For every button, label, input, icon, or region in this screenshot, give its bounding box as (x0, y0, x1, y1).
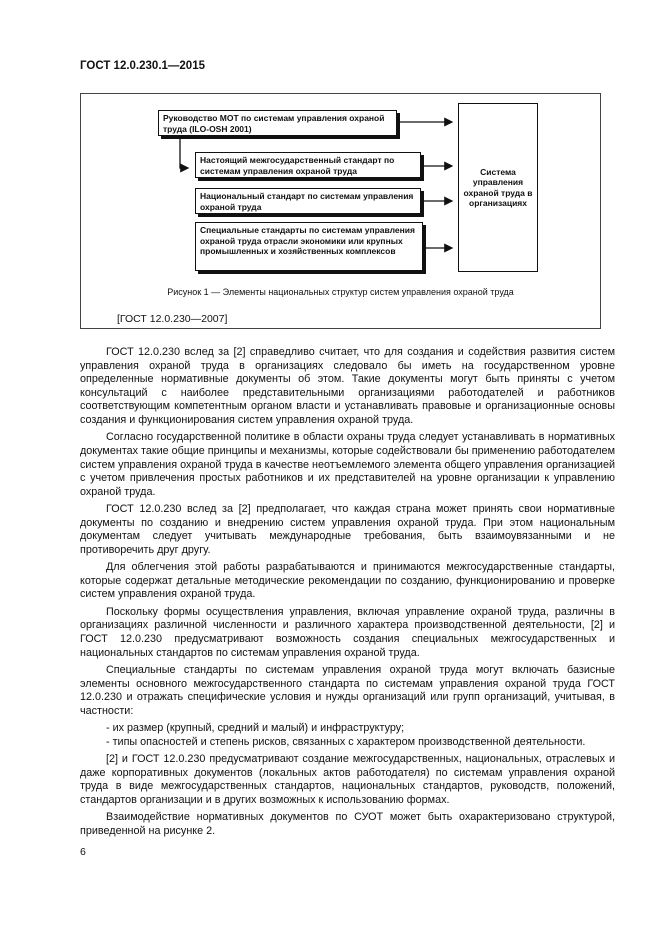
paragraph: Специальные стандарты по системам управления охраной труда могут включать базисные элементы основного межгосударственного стандарта по системам управления охраной труда ГОСТ 12.0.230 и отражать специфические условия и нужды организаций или групп организаций, учитывая, в частности: (80, 664, 615, 717)
page-number: 6 (80, 846, 86, 858)
list-item: - их размер (крупный, средний и малый) и инфраструктуру; (106, 722, 405, 735)
list-item: - типы опасностей и степень рисков, связанных с характером производственной деятельности. (106, 735, 586, 748)
figure-caption: Рисунок 1 — Элементы национальных структур систем управления охраной труда (167, 287, 514, 297)
paragraph: Взаимодействие нормативных документов по СУОТ может быть охарактеризовано структурой, приведенной на рисунке 2. (80, 811, 615, 837)
paragraph: ГОСТ 12.0.230 вслед за [2] предполагает, что каждая страна может принять свои нормативные документы по созданию и внедрению систем управления охраной труда. При этом национальным документам следует учитывать международные требования, быть взаимоувязанными и не противоречить друг другу. (80, 503, 615, 556)
box-interstate-standard: Настоящий межгосударственный стандарт по системам управления охраной труда (195, 152, 421, 178)
paragraph: ГОСТ 12.0.230 вслед за [2] справедливо считает, что для создания и содействия развития систем управления охраной труда в организациях следовало бы иметь на государственном уровне определенные нормативные документы об этом. Такие документы могут быть приняты с учетом консультаций с наиболее представительными организациями работодателей и работников соответствующим компетентным органом власти и устанавливать правовые и организационные основы создания и функционирования систем управления охраной труда. (80, 346, 615, 426)
document-header: ГОСТ 12.0.230.1—2015 (80, 60, 205, 72)
box-oshms-in-organizations: Система управления охраной труда в организациях (458, 103, 538, 272)
figure-source: [ГОСТ 12.0.230—2007] (117, 313, 228, 325)
paragraph: Поскольку формы осуществления управления, включая управление охраной труда, различны в организациях различной численности и различного характера производственной деятельности, [2] и ГОСТ 12.0.230 предусматривают возможность создания специальных межгосударственных и национальных стандартов по системам управления охраной труда. (80, 605, 615, 659)
paragraph: Для облегчения этой работы разрабатываются и принимаются межгосударственные стандарты, которые содержат детальные методические рекомендации по созданию, функционированию и проверке систем управления охраной труда. (80, 561, 615, 601)
paragraph: Согласно государственной политике в области охраны труда следует устанавливать в нормативных документах такие общие принципы и механизмы, которые содействовали бы применению работодателем систем управления охраной труда в качестве неотъемлемого элемента общего управления организацией с учетом привлечения простых работников и их представителей на уровне организации к управлению охраной труда. (80, 431, 615, 498)
paragraph: [2] и ГОСТ 12.0.230 предусматривают создание межгосударственных, национальных, отраслевых и даже корпоративных документов (локальных актов работодателя) по системам управления охраной труда в виде межгосударственных стандартов, национальных стандартов, руководств, положений, стандартов организации и в других возможных к использованию формах. (80, 753, 615, 806)
box-national-standard: Национальный стандарт по системам управления охраной труда (195, 188, 421, 214)
box-special-standards: Специальные стандарты по системам управления охраной труда отрасли экономики или крупных промышленных и хозяйственных комплексов (195, 222, 423, 271)
body-text (80, 346, 615, 842)
box-ilo-guide: Руководство МОТ по системам управления охраной труда (ILO-OSH 2001) (158, 110, 397, 136)
